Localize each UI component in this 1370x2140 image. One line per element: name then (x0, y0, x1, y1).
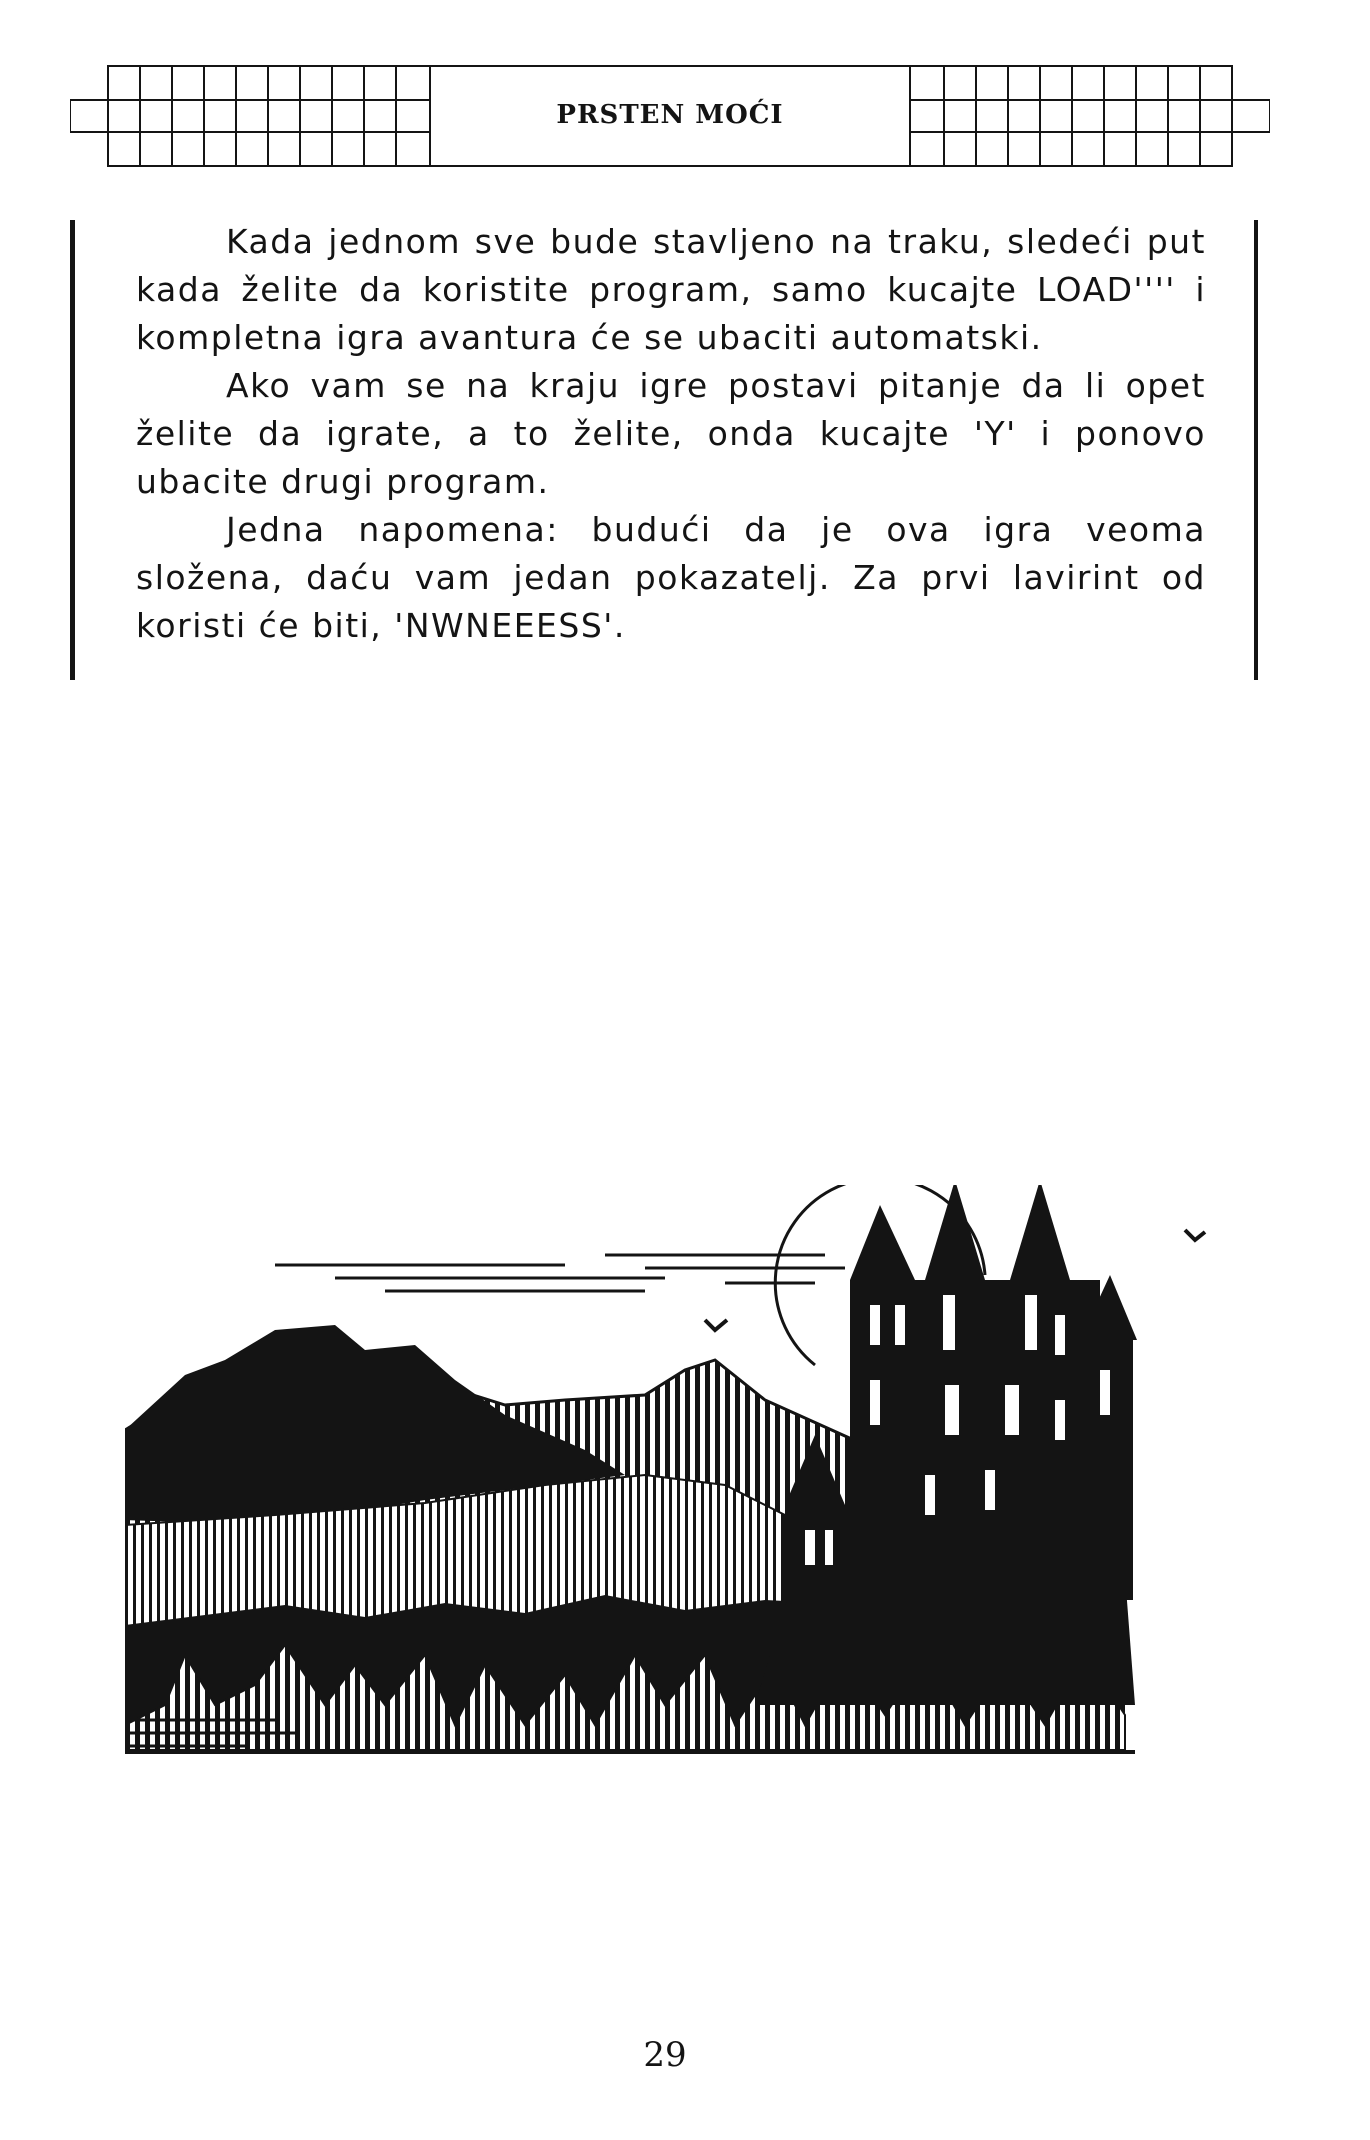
paragraph-play-again: Ako vam se na kraju igre postavi pitanje da li opet želite da igrate, a to želite, onda kucajte 'Y' i ponovo ubacite drugi program. (136, 366, 1206, 501)
body-text (136, 218, 1206, 650)
paragraph-labyrinth-hint: Jedna napomena: budući da je ova igra veoma složena, daću vam jedan pokazatelj. Za prvi lavirint od koristi će biti, 'NWNEEESS'. (136, 510, 1206, 645)
page-number: 29 (643, 2035, 687, 2075)
page-title: PRSTEN MOĆI (556, 100, 784, 130)
left-margin-rule (70, 220, 75, 680)
page-header (70, 62, 1270, 172)
castle-landscape-illustration (125, 1185, 1235, 2035)
castle (755, 1185, 1137, 1705)
right-margin-rule (1254, 220, 1258, 680)
paragraph-load-instructions: Kada jednom sve bude stavljeno na traku, sledeći put kada želite da koristite program, samo kucajte LOAD'''' i kompletna igra avantura će se ubaciti automatski. (136, 222, 1206, 357)
